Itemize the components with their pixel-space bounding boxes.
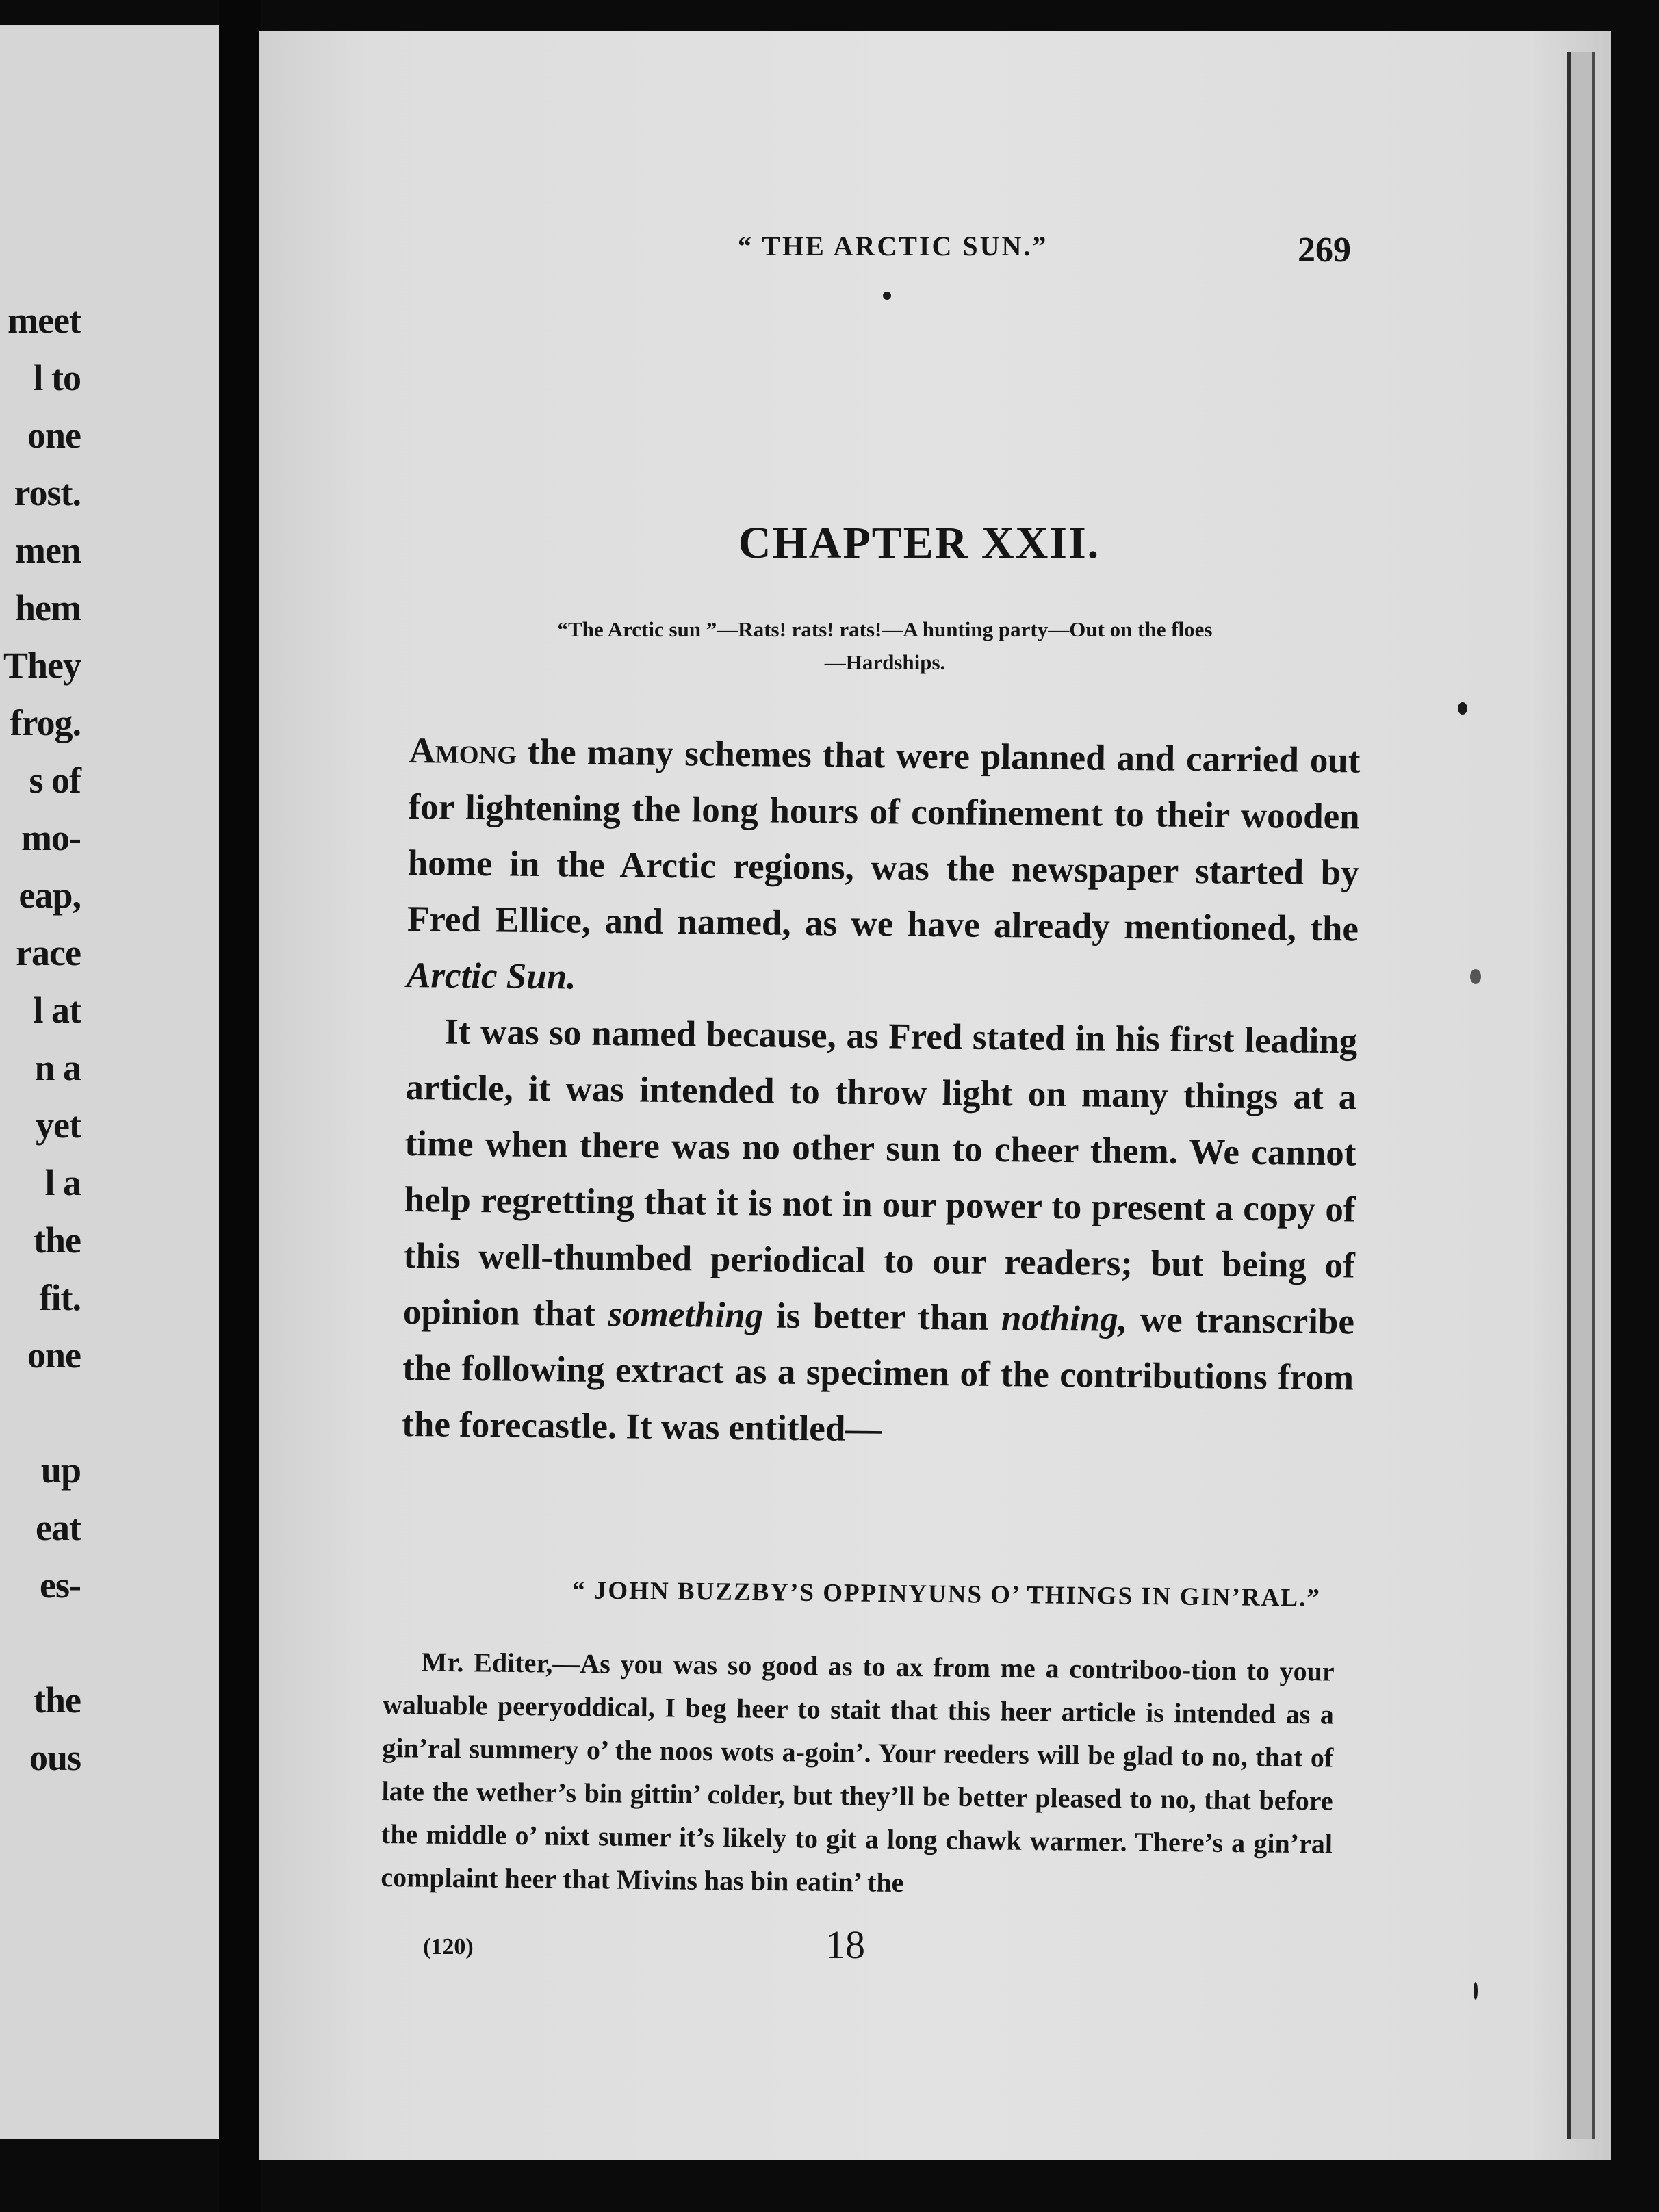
facing-page-line: es-: [40, 1565, 81, 1606]
facing-page-line: eat: [36, 1507, 81, 1548]
paragraph-2: [402, 1003, 1358, 1463]
paragraph-2-text-c: we transcribe the following extract as a specimen of the contributions from the forecastle. It was entitled—: [401, 1300, 1355, 1450]
facing-page-line: l to: [33, 357, 81, 398]
synopsis-line-1: “The Arctic sun ”—Rats! rats! rats!—A hunting party—Out on the floes: [557, 617, 1213, 641]
facing-page-line: n a: [34, 1047, 81, 1088]
synopsis-line-2: —Hardships.: [824, 650, 946, 674]
facing-page-line: fit.: [39, 1277, 81, 1318]
extract-text: [381, 1640, 1335, 1909]
newspaper-name: Arctic Sun.: [406, 955, 576, 997]
ink-speck: [1474, 1982, 1478, 2000]
facing-page: [0, 25, 238, 2139]
facing-page-line: the: [34, 1220, 81, 1261]
facing-page-line: yet: [36, 1105, 81, 1146]
facing-page-line: meet: [8, 300, 81, 341]
facing-page-line: rost.: [14, 472, 81, 513]
facing-page-line: ous: [29, 1737, 81, 1778]
facing-page-line: the: [34, 1680, 81, 1721]
paragraph-1: [407, 723, 1361, 1014]
running-head: “ THE ARCTIC SUN.”: [738, 231, 1049, 261]
page-edge: [1567, 52, 1595, 2139]
paragraph-2-text-a: It was so named because, as Fred stated in his first leading article, it was intended to throw light on many things at a time when there was no other sun to cheer them. We cannot help regretting that it is not in our power to present a copy of this well-thumbed periodical to our readers; but being of opinion that: [402, 1012, 1358, 1335]
facing-page-line: mo-: [21, 817, 81, 858]
facing-page-line: l a: [44, 1162, 81, 1203]
facing-page-line: hem: [15, 587, 81, 628]
facing-page-line: s of: [29, 760, 81, 801]
facing-page-line: up: [40, 1450, 81, 1491]
main-page: [259, 31, 1611, 2160]
ink-speck: [883, 292, 891, 300]
facing-page-line: one: [27, 415, 81, 456]
emphasis-nothing: nothing,: [1001, 1298, 1128, 1340]
facing-page-text: [0, 292, 81, 1786]
extract-title: “ JOHN BUZZBY’S OPPINYUNS O’ THINGS IN GIN’RAL.”: [571, 1576, 1322, 1612]
facing-page-line: one: [27, 1335, 81, 1376]
body-text: [402, 723, 1361, 1462]
facing-page-line: men: [15, 530, 81, 571]
facing-page-line: l at: [33, 990, 81, 1031]
facing-page-line: They: [3, 645, 81, 686]
paragraph-1-text: the many schemes that were planned and carried out for lightening the long hours of confinement to their wooden home in the Arctic regions, was the newspaper started by Fred Ellice, and named, as we have already mentioned, the: [407, 732, 1361, 949]
facing-page-line: race: [16, 932, 81, 973]
book-gutter: [219, 0, 261, 2212]
ink-speck: [1470, 969, 1481, 984]
paragraph-2-text-b: is better than: [763, 1296, 1002, 1339]
facing-page-line: eap,: [18, 875, 81, 916]
extract-paragraph: Mr. Editer,—As you was so good as to ax from me a contriboo-tion to your waluable peeryoddical, I beg heer to stait that this heer article is intended as a gin’ral summery o’ the noos wots a-goin’. Your reeders will be glad to no, that of late the wether’s bin gittin’ colder, but they’ll be better pleased to no, that before the middle o’ nixt sumer it’s likely to git a long chawk warmer. There’s a gin’ral complaint heer that Mivins has bin eatin’ the: [381, 1646, 1335, 1898]
page-number: 269: [1298, 231, 1351, 270]
chapter-synopsis: [420, 613, 1350, 679]
facing-page-line: frog.: [10, 702, 81, 743]
signature-mark: (120): [423, 1934, 474, 1959]
sheet-number: 18: [825, 1922, 865, 1967]
chapter-title: CHAPTER XXII.: [738, 518, 1101, 568]
emphasis-something: something: [608, 1294, 764, 1336]
paragraph-lead-word: Among: [409, 730, 517, 772]
ink-speck: [1458, 702, 1467, 715]
